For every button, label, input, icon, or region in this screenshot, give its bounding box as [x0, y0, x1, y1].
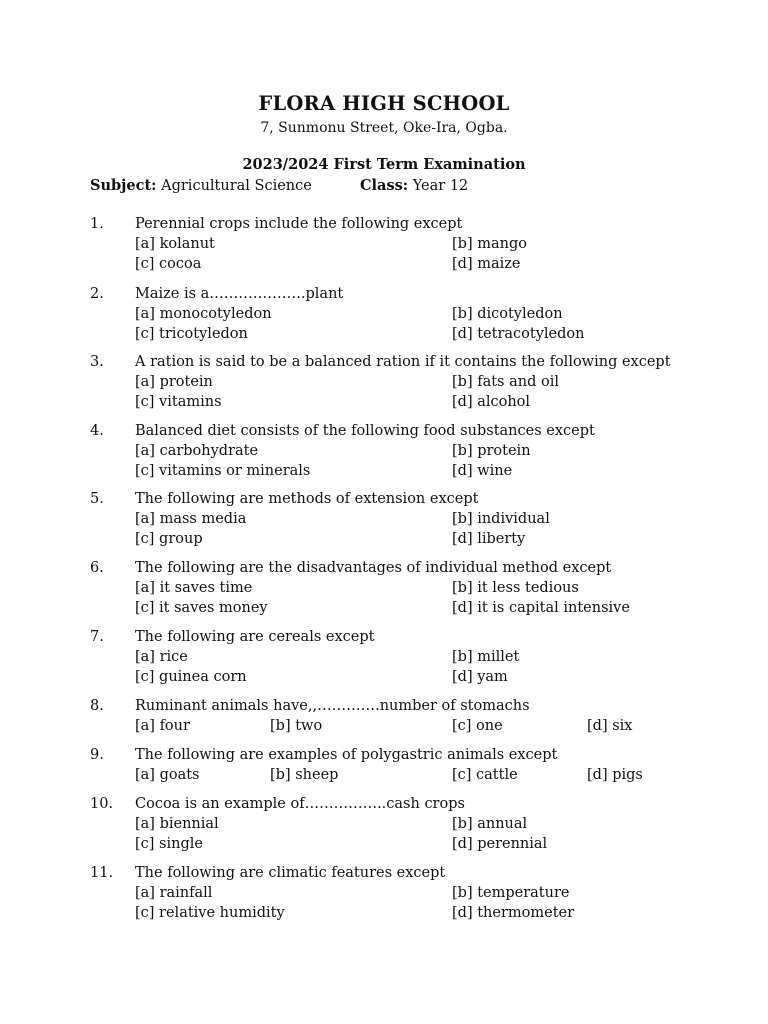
option-c: [c] single [135, 836, 203, 852]
question-text: Cocoa is an example of……………..cash crops [135, 796, 465, 812]
question-number: 7. [90, 629, 104, 645]
option-a: [a] goats [135, 767, 200, 783]
option-b: [b] dicotyledon [452, 306, 563, 322]
option-c: [c] guinea corn [135, 669, 247, 685]
exam-title: 2023/2024 First Term Examination [242, 156, 526, 173]
option-d: [d] alcohol [452, 394, 531, 410]
option-c: [c] one [452, 718, 503, 734]
question-text: Perennial crops include the following except [135, 216, 463, 232]
option-b: [b] fats and oil [452, 374, 559, 390]
question-text: Maize is a………………..plant [135, 286, 344, 302]
class-value: Year 12 [412, 178, 469, 194]
question-text: The following are climatic features except [135, 865, 446, 881]
class-label: Class: [360, 177, 409, 194]
question-number: 9. [90, 747, 104, 763]
option-a: [a] rice [135, 649, 188, 665]
option-d: [d] perennial [452, 836, 548, 852]
option-c: [c] cocoa [135, 256, 202, 272]
question-number: 6. [90, 560, 104, 576]
question-number: 4. [90, 423, 104, 439]
question-text: A ration is said to be a balanced ration if it contains the following except [135, 354, 671, 370]
class-field [360, 177, 468, 194]
option-d: [d] thermometer [452, 905, 575, 921]
question-text: Ruminant animals have,,………….number of stomachs [135, 698, 530, 714]
option-b: [b] millet [452, 649, 520, 665]
option-c: [c] it saves money [135, 600, 268, 616]
question-text: The following are examples of polygastric animals except [135, 747, 558, 763]
option-b: [b] individual [452, 511, 550, 527]
school-address: 7, Sunmonu Street, Oke-Ira, Ogba. [260, 120, 508, 136]
option-b: [b] it less tedious [452, 580, 579, 596]
question-number: 3. [90, 354, 104, 370]
option-d: [d] liberty [452, 531, 526, 547]
exam-meta [90, 177, 730, 197]
option-b: [b] temperature [452, 885, 570, 901]
option-d: [d] wine [452, 463, 513, 479]
option-c: [c] tricotyledon [135, 326, 248, 342]
option-d: [d] maize [452, 256, 521, 272]
option-a: [a] kolanut [135, 236, 215, 252]
school-name: FLORA HIGH SCHOOL [258, 92, 510, 115]
question-text: The following are cereals except [135, 629, 375, 645]
question-number: 1. [90, 216, 104, 232]
option-b: [b] two [270, 718, 323, 734]
option-a: [a] protein [135, 374, 213, 390]
subject-value: Agricultural Science [161, 178, 312, 194]
question-text: Balanced diet consists of the following food substances except [135, 423, 595, 439]
question-text: The following are the disadvantages of individual method except [135, 560, 612, 576]
option-c: [c] relative humidity [135, 905, 285, 921]
question-text: The following are methods of extension except [135, 491, 479, 507]
option-a: [a] mass media [135, 511, 247, 527]
option-d: [d] it is capital intensive [452, 600, 630, 616]
option-a: [a] biennial [135, 816, 219, 832]
option-a: [a] four [135, 718, 190, 734]
option-b: [b] annual [452, 816, 528, 832]
subject-label: Subject: [90, 177, 157, 194]
option-d: [d] pigs [587, 767, 643, 783]
option-a: [a] carbohydrate [135, 443, 259, 459]
option-c: [c] vitamins [135, 394, 222, 410]
option-b: [b] protein [452, 443, 531, 459]
option-a: [a] rainfall [135, 885, 213, 901]
option-b: [b] sheep [270, 767, 339, 783]
option-d: [d] six [587, 718, 633, 734]
question-number: 8. [90, 698, 104, 714]
option-c: [c] cattle [452, 767, 518, 783]
question-number: 5. [90, 491, 104, 507]
question-number: 10. [90, 796, 114, 812]
option-a: [a] it saves time [135, 580, 253, 596]
option-d: [d] tetracotyledon [452, 326, 585, 342]
subject-field [90, 177, 312, 194]
option-c: [c] group [135, 531, 203, 547]
option-b: [b] mango [452, 236, 527, 252]
question-number: 2. [90, 286, 104, 302]
option-c: [c] vitamins or minerals [135, 463, 311, 479]
question-number: 11. [90, 865, 114, 881]
option-a: [a] monocotyledon [135, 306, 272, 322]
option-d: [d] yam [452, 669, 508, 685]
